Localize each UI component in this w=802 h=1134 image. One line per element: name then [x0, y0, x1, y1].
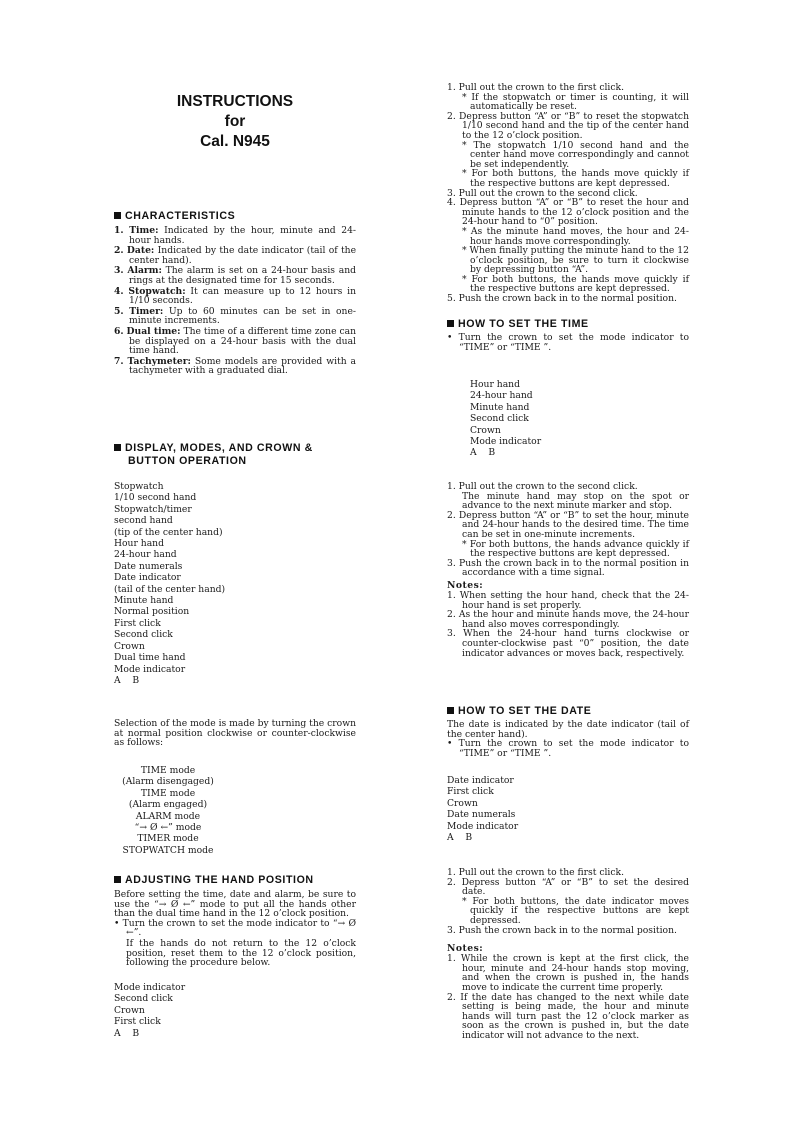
step: 3. Push the crown back in to the normal position in accordance with a time signal. [447, 557, 689, 579]
notes-heading: Notes: [447, 943, 484, 955]
document-title [114, 92, 356, 152]
characteristic-item: 3. Alarm: The alarm is set on a 24-hour basis and rings at the designated time for 15 seconds. [114, 265, 357, 286]
step: 2. Depress button “A” or “B” to set the desired date. [447, 876, 689, 898]
adjusting-bullet: • Turn the crown to set the mode indicator to “→ Ø ←”. [114, 917, 356, 939]
diagram-label: First click [114, 1016, 161, 1028]
note: 1. While the crown is kept at the first click, the hour, minute and 24-hour hands stop moving, and when the crown is pushed in, the hands move to indicate the current time properly. [447, 953, 689, 993]
set-time-section [447, 318, 689, 353]
set-date-intro: The date is indicated by the date indicator (tail of the center hand). [447, 719, 689, 740]
diagram-label: Date numerals [447, 809, 516, 821]
characteristic-item: 5. Timer: Up to 60 minutes can be set in one-minute increments. [114, 305, 357, 327]
diagram-label: Hour hand [114, 538, 164, 550]
adjusting-intro: Before setting the time, date and alarm, be sure to use the “→ Ø ←” mode to put all the hands other than the dual time hand in the 12 o’clock position. [114, 889, 356, 920]
mode-label: STOPWATCH mode [122, 844, 214, 856]
section-square-icon [447, 707, 454, 714]
mode-label: (Alarm disengaged) [122, 776, 214, 788]
step: 2. Depress button “A” or “B” to reset the stopwatch 1/10 second hand and the tip of the center hand to the 12 o’clock position. [447, 110, 689, 141]
characteristic-item: 6. Dual time: The time of a different time zone can be displayed on a 24-hour basis with the dual time hand. [114, 325, 357, 357]
section-square-icon [114, 876, 121, 883]
diagram-label: First click [114, 617, 161, 629]
diagram-label: Stopwatch [114, 481, 164, 492]
diagram-label: A B [114, 674, 140, 686]
step: 1. Pull out the crown to the second click. [447, 481, 638, 492]
characteristics-heading: CHARACTERISTICS [114, 210, 356, 223]
diagram-label: Crown [114, 640, 145, 652]
diagram-label: Date numerals [114, 560, 183, 572]
mode-sequence [114, 765, 356, 856]
notes-heading: Notes: [447, 579, 484, 591]
set-time-diagram-labels [470, 379, 712, 459]
characteristic-item: 1. Time: Indicated by the hour, minute and 24-hour hands. [114, 225, 357, 246]
step: 3. Push the crown back in to the normal position. [447, 924, 677, 936]
mode-label: TIME mode [140, 765, 196, 776]
diagram-label: Hour hand [470, 379, 520, 390]
diagram-label: Second click [114, 993, 173, 1005]
adjusting-heading: ADJUSTING THE HAND POSITION [114, 874, 356, 887]
diagram-label: Crown [114, 1004, 145, 1016]
step-note: The minute hand may stop on the spot or advance to the next minute marker and stop. [462, 490, 689, 512]
diagram-label: Normal position [114, 606, 190, 618]
step-note: * For both buttons, the date indicator moves quickly if the respective buttons are kept depressed. [462, 895, 689, 926]
title-line-3: Cal. N945 [200, 133, 270, 150]
diagram-label: Second click [470, 413, 529, 425]
section-square-icon [114, 212, 121, 219]
step-note: * For both buttons, the hands advance quickly if the respective buttons are kept depressed. [462, 538, 689, 560]
set-date-diagram-labels [447, 775, 689, 843]
set-date-bullet: • Turn the crown to set the mode indicator to “TIME” or “TIME ”. [447, 738, 689, 759]
diagram-label: Minute hand [114, 595, 174, 607]
title-line-1: INSTRUCTIONS [176, 93, 294, 110]
diagram-label: Minute hand [470, 401, 530, 413]
mode-label: TIME mode [140, 787, 196, 799]
display-section [114, 442, 356, 468]
set-time-heading: HOW TO SET THE TIME [447, 318, 689, 331]
diagram-label: second hand [114, 515, 173, 527]
characteristics-list [114, 226, 356, 376]
characteristic-item: 7. Tachymeter: Some models are provided with a tachymeter with a graduated dial. [114, 355, 357, 377]
diagram-label: 24-hour hand [114, 549, 177, 561]
adjusting-bullet-note: If the hands do not return to the 12 o’clock position, reset them to the 12 o’clock position, following the procedure below. [126, 937, 356, 969]
adjusting-diagram-labels [114, 982, 356, 1039]
step: 1. Pull out the crown to the first click. [447, 867, 624, 878]
diagram-label: Second click [114, 629, 173, 641]
diagram-label: A B [470, 447, 496, 459]
diagram-label: Mode indicator [114, 663, 186, 675]
diagram-label: Crown [447, 797, 478, 809]
mode-label: (Alarm engaged) [128, 799, 208, 811]
step: 5. Push the crown back in to the normal position. [447, 293, 677, 305]
diagram-label: (tip of the center hand) [114, 526, 223, 538]
step-note: * When finally putting the minute hand to the 12 o’clock position, be sure to turn it clockwise by depressing button “A”. [462, 245, 689, 276]
step-note: * As the minute hand moves, the hour and 24-hour hands move correspondingly. [462, 225, 689, 247]
mode-label: “→ Ø ←” mode [134, 822, 202, 834]
diagram-label: A B [447, 832, 473, 844]
diagram-label: A B [114, 1027, 140, 1039]
characteristics-section [114, 210, 356, 377]
diagram-label: Stopwatch/timer [114, 503, 192, 515]
adjusting-section [114, 874, 356, 968]
section-square-icon [114, 444, 121, 451]
diagram-label: Dual time hand [114, 652, 186, 664]
note: 2. As the hour and minute hands move, the 24-hour hand also moves correspondingly. [447, 609, 689, 630]
mode-label: ALARM mode [135, 810, 201, 822]
diagram-label: Crown [470, 424, 501, 436]
title-line-2: for [224, 113, 246, 130]
mode-selection-text: Selection of the mode is made by turning the crown at normal position clockwise or counter-clockwise as follows: [114, 718, 356, 749]
mode-label: TIMER mode [137, 833, 199, 845]
diagram-label: 1/10 second hand [114, 492, 197, 504]
note: 2. If the date has changed to the next while date setting is being made, the hour and minute hands will turn past the 12 o’clock marker as soon as the crown is pushed in, but the date indicator will not advance to the next. [447, 991, 689, 1041]
adjusting-steps [447, 83, 689, 304]
note: 3. When the 24-hour hand turns clockwise or counter-clockwise past “0” position, the date indicator advances or moves back, respectively. [447, 628, 689, 659]
set-time-steps [447, 482, 689, 658]
set-date-steps [447, 868, 689, 1041]
diagram-label: First click [447, 786, 494, 798]
set-time-bullet: • Turn the crown to set the mode indicator to “TIME” or “TIME ”. [447, 332, 689, 353]
step: 1. Pull out the crown to the first click. [447, 82, 624, 93]
step: 4. Depress button “A” or “B” to reset the hour and minute hands to the 12 o’clock position and the 24-hour hand to “0” position. [447, 197, 689, 228]
characteristic-item: 4. Stopwatch: It can measure up to 12 hours in 1/10 seconds. [114, 285, 357, 307]
step: 3. Pull out the crown to the second click. [447, 187, 638, 199]
note: 1. When setting the hour hand, check that the 24-hour hand is set properly. [447, 589, 689, 611]
diagram-label: Mode indicator [470, 436, 542, 448]
step-note: * If the stopwatch or timer is counting, it will automatically be reset. [462, 91, 689, 113]
step-note: * The stopwatch 1/10 second hand and the center hand move correspondingly and cannot be set independently. [462, 139, 689, 170]
section-square-icon [447, 320, 454, 327]
step-note: * For both buttons, the hands move quickly if the respective buttons are kept depressed. [462, 168, 689, 189]
characteristic-item: 2. Date: Indicated by the date indicator (tail of the center hand). [114, 245, 357, 266]
step-note: * For both buttons, the hands move quickly if the respective buttons are kept depressed. [462, 273, 689, 295]
step: 2. Depress button “A” or “B” to set the hour, minute and 24-hour hands to the desired time. The time can be set in one-minute increments. [447, 509, 689, 540]
diagram-label: Date indicator [114, 572, 181, 584]
diagram-label: (tail of the center hand) [114, 583, 226, 595]
diagram-label: 24-hour hand [470, 390, 533, 402]
set-date-section [447, 705, 689, 759]
display-heading: DISPLAY, MODES, AND CROWN & BUTTON OPERATION [114, 442, 356, 468]
display-diagram-labels [114, 481, 356, 686]
diagram-label: Mode indicator [114, 982, 186, 993]
diagram-label: Mode indicator [447, 820, 519, 832]
set-date-heading: HOW TO SET THE DATE [447, 705, 689, 718]
diagram-label: Date indicator [447, 775, 514, 786]
